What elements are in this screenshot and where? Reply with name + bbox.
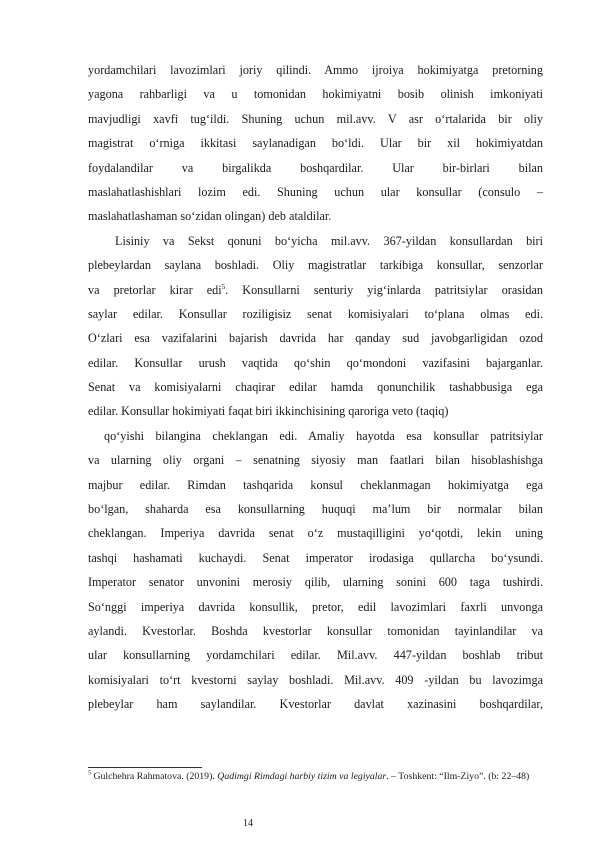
text-line: ular konsullarning yordamchilari edilar. Mil.avv. 447-yildan boshlab tribut <box>88 648 543 663</box>
text-line: magistrat o‘rniga ikkitasi saylanadigan bo‘ldi. Ular bir xil hokimiyatdan <box>88 136 543 151</box>
text-line: aylandi. Kvestorlar. Boshda kvestorlar konsullar tomonidan tayinlandilar va <box>88 623 543 638</box>
footnote-author: Gulchehra Rahmatova. (2019). <box>93 771 218 782</box>
text-line: saylar edilar. Konsullar roziligisiz senat komisiyalari to‘plana olmas edi. <box>88 306 543 321</box>
text-line: Imperator senator unvonini merosiy qilib, ularning sonini 600 taga tushirdi. <box>88 575 543 590</box>
text-line: komisiyalari to‘rt kvestorni saylay boshladi. Mil.avv. 409 -yildan bu lavozimga <box>88 672 543 687</box>
text-line-part: . Konsullarni senturiy yig‘inlarda patritsiylar orasidan <box>225 282 543 297</box>
text-line: yordamchilari lavozimlari joriy qilindi. Ammo ijroiya hokimiyatga pretorning <box>88 63 543 77</box>
text-line: yagona rahbarligi va u tomonidan hokimiyatni bosib olinish imkoniyati <box>88 87 543 102</box>
footnote-title: Qadimgi Rimdagi harbiy tizim va legiyalar <box>217 771 387 782</box>
text-line: cheklangan. Imperiya davrida senat o‘z mustaqilligini yo‘qotdi, lekin uning <box>88 526 543 541</box>
text-line: Lisiniy va Sekst qonuni bo‘yicha mil.avv. 367-yildan konsullardan biri <box>115 233 543 248</box>
footnote-publisher: . – Toshkent: “Ilm-Ziyo”. (b: 22–48) <box>386 771 530 782</box>
footnote <box>88 771 548 783</box>
footnote-number: 5 <box>88 770 91 777</box>
text-line: plebeylardan saylana boshladi. Oliy magistratlar tarkibiga konsullar, senzorlar <box>88 258 543 273</box>
text-line: So‘nggi imperiya davrida konsullik, pretor, edil lavozimlari faxrli unvonga <box>88 599 543 614</box>
text-line: majbur edilar. Rimdan tashqarida konsul cheklanmagan hokimiyatga ega <box>88 477 543 492</box>
text-line: plebeylar ham saylandilar. Kvestorlar davlat xazinasini boshqardilar, <box>88 697 543 712</box>
text-line-with-footnote-ref <box>88 278 543 302</box>
text-line: maslahatlashishlari lozim edi. Shuning uchun ular konsullar (consulo – <box>88 184 543 199</box>
text-line: qo‘yishi bilangina cheklangan edi. Amaliy hayotda esa konsullar patritsiylar <box>104 428 543 443</box>
text-line: va ularning oliy organi – senatning siyosiy man faatlari bilan hisoblashishga <box>88 453 543 468</box>
page-number: 14 <box>243 818 253 829</box>
text-line: edilar. Konsullar hokimiyati faqat biri ikkinchisining qaroriga veto (taqiq) <box>88 404 449 419</box>
text-line-part: va pretorlar kirar edi <box>88 282 222 297</box>
text-line: O‘zlari esa vazifalarini bajarish davrida har qanday sud javobgarligidan ozod <box>88 331 543 346</box>
text-line: edilar. Konsullar urush vaqtida qo‘shin qo‘mondoni vazifasini bajarganlar. <box>88 355 543 370</box>
text-line: maslahatlashaman so‘zidan olingan) deb ataldilar. <box>88 209 332 224</box>
text-line: mavjudligi xavfi tug‘ildi. Shuning uchun mil.avv. V asr o‘rtalarida bir oliy <box>88 111 543 126</box>
text-line: bo‘lgan, shaharda esa konsullarning huquqi ma’lum bir normalar bilan <box>88 502 543 517</box>
text-line: foydalandilar va birgalikda boshqardilar. Ular bir-birlari bilan <box>88 160 543 175</box>
text-line: tashqi hashamati kuchaydi. Senat imperator irodasiga qullarcha bo‘ysundi. <box>88 550 543 565</box>
body-text <box>88 58 543 717</box>
footnote-reference: 5 <box>221 282 226 291</box>
text-line: Senat va komisiyalarni chaqirar edilar hamda qonunchilik tashabbusiga ega <box>88 380 543 395</box>
footnote-divider <box>88 767 202 768</box>
